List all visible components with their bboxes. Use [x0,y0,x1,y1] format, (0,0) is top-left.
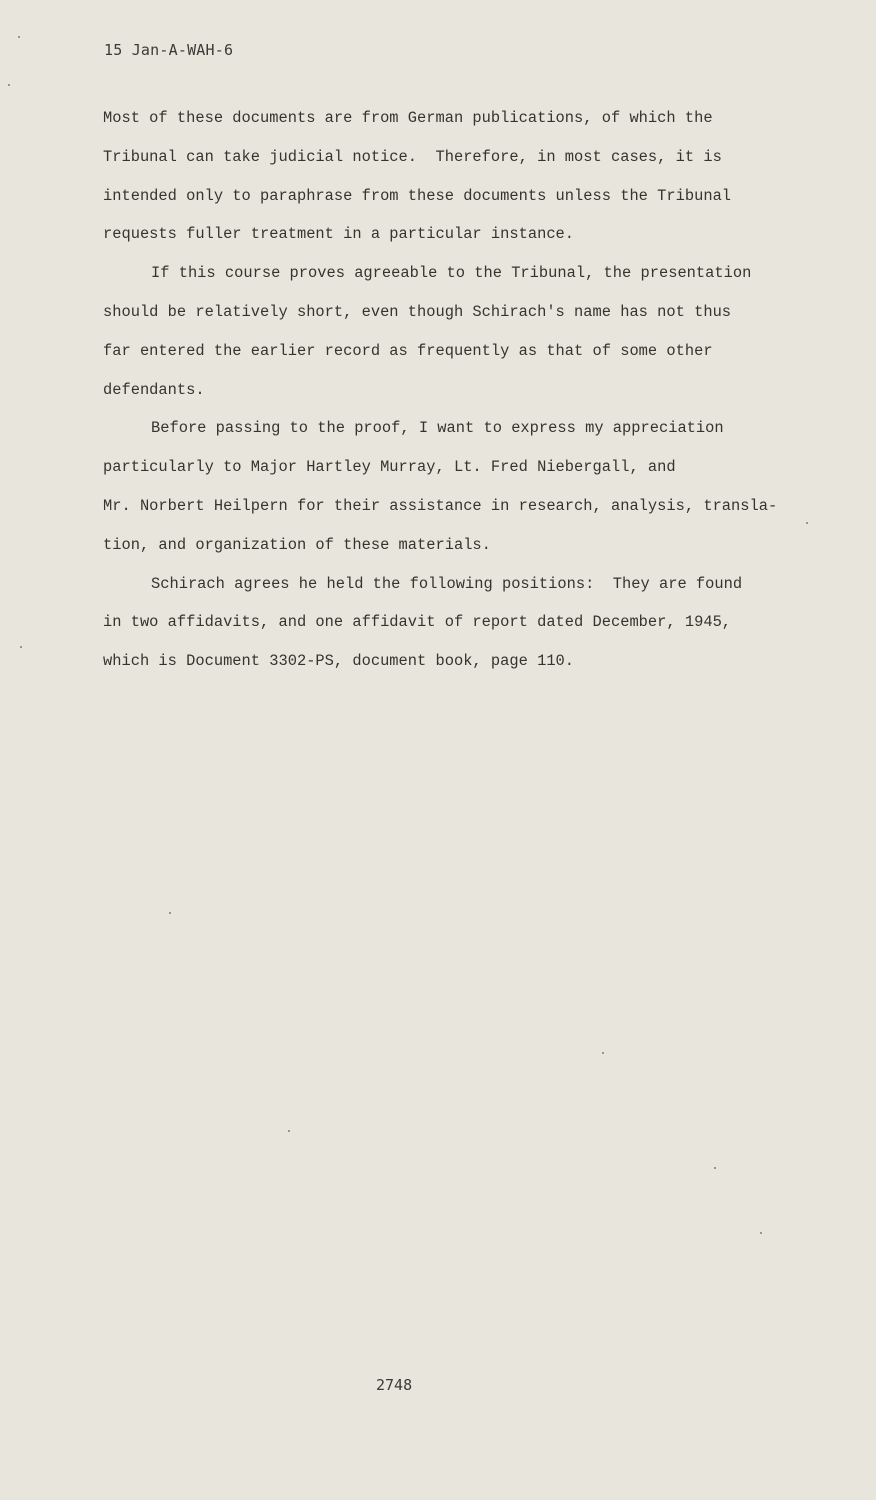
scan-speck [20,646,22,648]
scan-speck [169,912,171,914]
text-line: particularly to Major Hartley Murray, Lt. Fred Niebergall, and [103,458,676,477]
paragraph-1 [103,99,823,254]
text-line: far entered the earlier record as frequently as that of some other [103,341,713,360]
paragraph-4 [103,565,823,681]
scan-speck [806,522,808,524]
text-line: tion, and organization of these materials. [103,535,491,554]
text-line: intended only to paraphrase from these documents unless the Tribunal [103,186,732,205]
text-line: in two affidavits, and one affidavit of report dated December, 1945, [103,613,732,632]
scan-speck [602,1052,604,1054]
text-line: should be relatively short, even though Schirach's name has not thus [103,302,732,321]
text-line: Tribunal can take judicial notice. Therefore, in most cases, it is [103,147,722,166]
scan-speck [8,84,10,86]
scan-speck [288,1130,290,1132]
document-reference: 15 Jan-A-WAH-6 [104,41,234,59]
text-line: defendants. [103,380,205,399]
page-number: 2748 [376,1376,413,1394]
text-line: Before passing to the proof, I want to express my appreciation [151,419,724,438]
text-line: Schirach agrees he held the following positions: They are found [151,574,743,593]
scan-speck [18,36,20,38]
text-line: Most of these documents are from German publications, of which the [103,109,713,127]
paragraph-2 [103,254,823,409]
paragraph-3 [103,409,823,564]
scan-speck [714,1167,716,1169]
document-body [103,99,823,681]
text-line: Mr. Norbert Heilpern for their assistance in research, analysis, transla- [103,496,778,515]
text-line: which is Document 3302-PS, document book, page 110. [103,652,575,671]
scan-speck [760,1232,762,1234]
text-line: If this course proves agreeable to the Tribunal, the presentation [151,264,752,283]
text-line: requests fuller treatment in a particular instance. [103,225,575,244]
